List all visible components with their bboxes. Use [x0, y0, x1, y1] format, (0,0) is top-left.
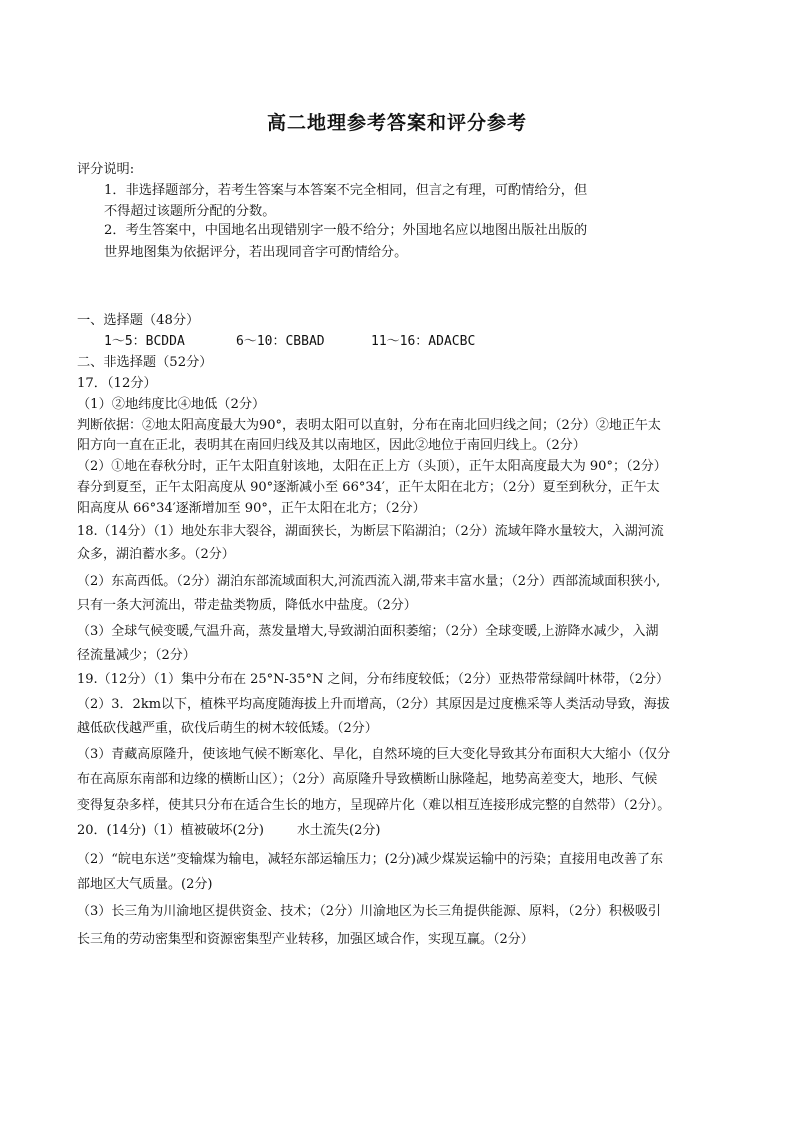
q19-line-6: 变得复杂多样，使其只分布在适合生长的地方，呈现碎片化（难以相互连接形成完整的自然带）（2分）。: [77, 798, 671, 813]
q19-line-2: （2）3．2km以下，植株平均高度随海拔上升而增高，（2分）其原因是过度樵采等人类活动导致，海拔: [77, 697, 670, 712]
q20-line-4: （3）长三角为川渝地区提供资金、技术；（2分）川渝地区为长三角提供能源、原料，（2分）积极吸引: [77, 904, 661, 919]
q17-heading: 17．（12分）: [77, 376, 157, 391]
q18-line-1: 18.（14分）（1）地处东非大裂谷，湖面狭长，为断层下陷湖泊；（2分）流域年降水量较大，入湖河流: [77, 524, 664, 539]
section-1-heading: 一、选择题（48分）: [77, 313, 200, 328]
q17-line-4: （2）①地在春秋分时，正午太阳直射该地，太阳在正上方（头顶），正午太阳高度最大为 90°；（2分）: [77, 459, 667, 474]
q19-line-3: 越低砍伐越严重，砍伐后萌生的树木较低矮。（2分）: [77, 721, 378, 736]
q18-line-4: 只有一条大河流出，带走盐类物质，降低水中盐度。（2分）: [77, 598, 417, 613]
section-2-heading: 二、非选择题（52分）: [77, 355, 213, 370]
note-1-line-2: 不得超过该题所分配的分数。: [104, 204, 276, 219]
choice-answers-1-5: 1～5：BCDDA: [104, 334, 185, 349]
q17-line-2: 判断依据：②地太阳高度最大为90°，表明太阳可以直射，分布在南北回归线之间；（2分）②地正午太: [77, 418, 661, 433]
q17-line-5: 春分到夏至，正午太阳高度从 90°逐渐减小至 66°34′，正午太阳在北方；（2分）夏至到秋分，正午太: [77, 480, 660, 495]
q20-line-5: 长三角的劳动密集型和资源密集型产业转移，加强区域合作，实现互赢。（2分）: [77, 932, 534, 947]
q20-line-3: 部地区大气质量。(2分): [77, 877, 213, 892]
q20-line-1b: 水土流失(2分): [297, 823, 381, 838]
note-2-line-1: 2．考生答案中，中国地名出现错别字一般不给分；外国地名应以地图出版社出版的: [104, 223, 588, 238]
q20-line-2: （2）“皖电东送”变输煤为输电，减轻东部运输压力；(2分)减少煤炭运输中的污染；直接用电改善了东: [77, 852, 663, 867]
q17-line-1: （1）②地纬度比④地低（2分）: [77, 397, 266, 412]
q20-line-1a: 20．(14分)（1）植被破坏(2分): [77, 823, 264, 838]
q18-line-2: 众多，湖泊蓄水多。（2分）: [77, 547, 235, 562]
page-title: 高二地理参考答案和评分参考: [266, 112, 527, 134]
choice-answers-6-10: 6～10：CBBAD: [236, 334, 325, 349]
notes-heading: 评分说明:: [77, 162, 135, 177]
q18-line-6: 径流量减少；（2分）: [77, 648, 196, 663]
q17-line-6: 阳高度从 66°34′逐渐增加至 90°，正午太阳在北方；（2分）: [77, 501, 426, 516]
note-2-line-2: 世界地图集为依据评分，若出现同音字可酌情给分。: [104, 245, 408, 260]
q18-line-3: （2）东高西低。（2分）湖泊东部流域面积大,河流西流入湖,带来丰富水量；（2分）西部流域面积狭小,: [77, 574, 661, 589]
q19-line-4: （3）青藏高原隆升，使该地气候不断寒化、旱化，自然环境的巨大变化导致其分布面积大大缩小（仅分: [77, 747, 671, 762]
q19-line-5: 布在高原东南部和边缘的横断山区）；（2分）高原隆升导致横断山脉隆起，地势高差变大，地形、气候: [77, 772, 658, 787]
note-1-line-1: 1．非选择题部分，若考生答案与本答案不完全相同，但言之有理，可酌情给分，但: [104, 183, 588, 198]
q18-line-5: （3）全球气候变暖,气温升高，蒸发量增大,导致湖泊面积萎缩；（2分）全球变暖,上游降水减少，入湖: [77, 624, 659, 639]
choice-answers-11-16: 11～16：ADACBC: [371, 334, 476, 349]
q19-line-1: 19.（12分）（1）集中分布在 25°N-35°N 之间，分布纬度较低；（2分）亚热带常绿阔叶林带，（2分）: [77, 672, 670, 687]
q17-line-3: 阳方向一直在正北，表明其在南回归线及其以南地区，因此②地位于南回归线上。（2分）: [77, 438, 586, 453]
